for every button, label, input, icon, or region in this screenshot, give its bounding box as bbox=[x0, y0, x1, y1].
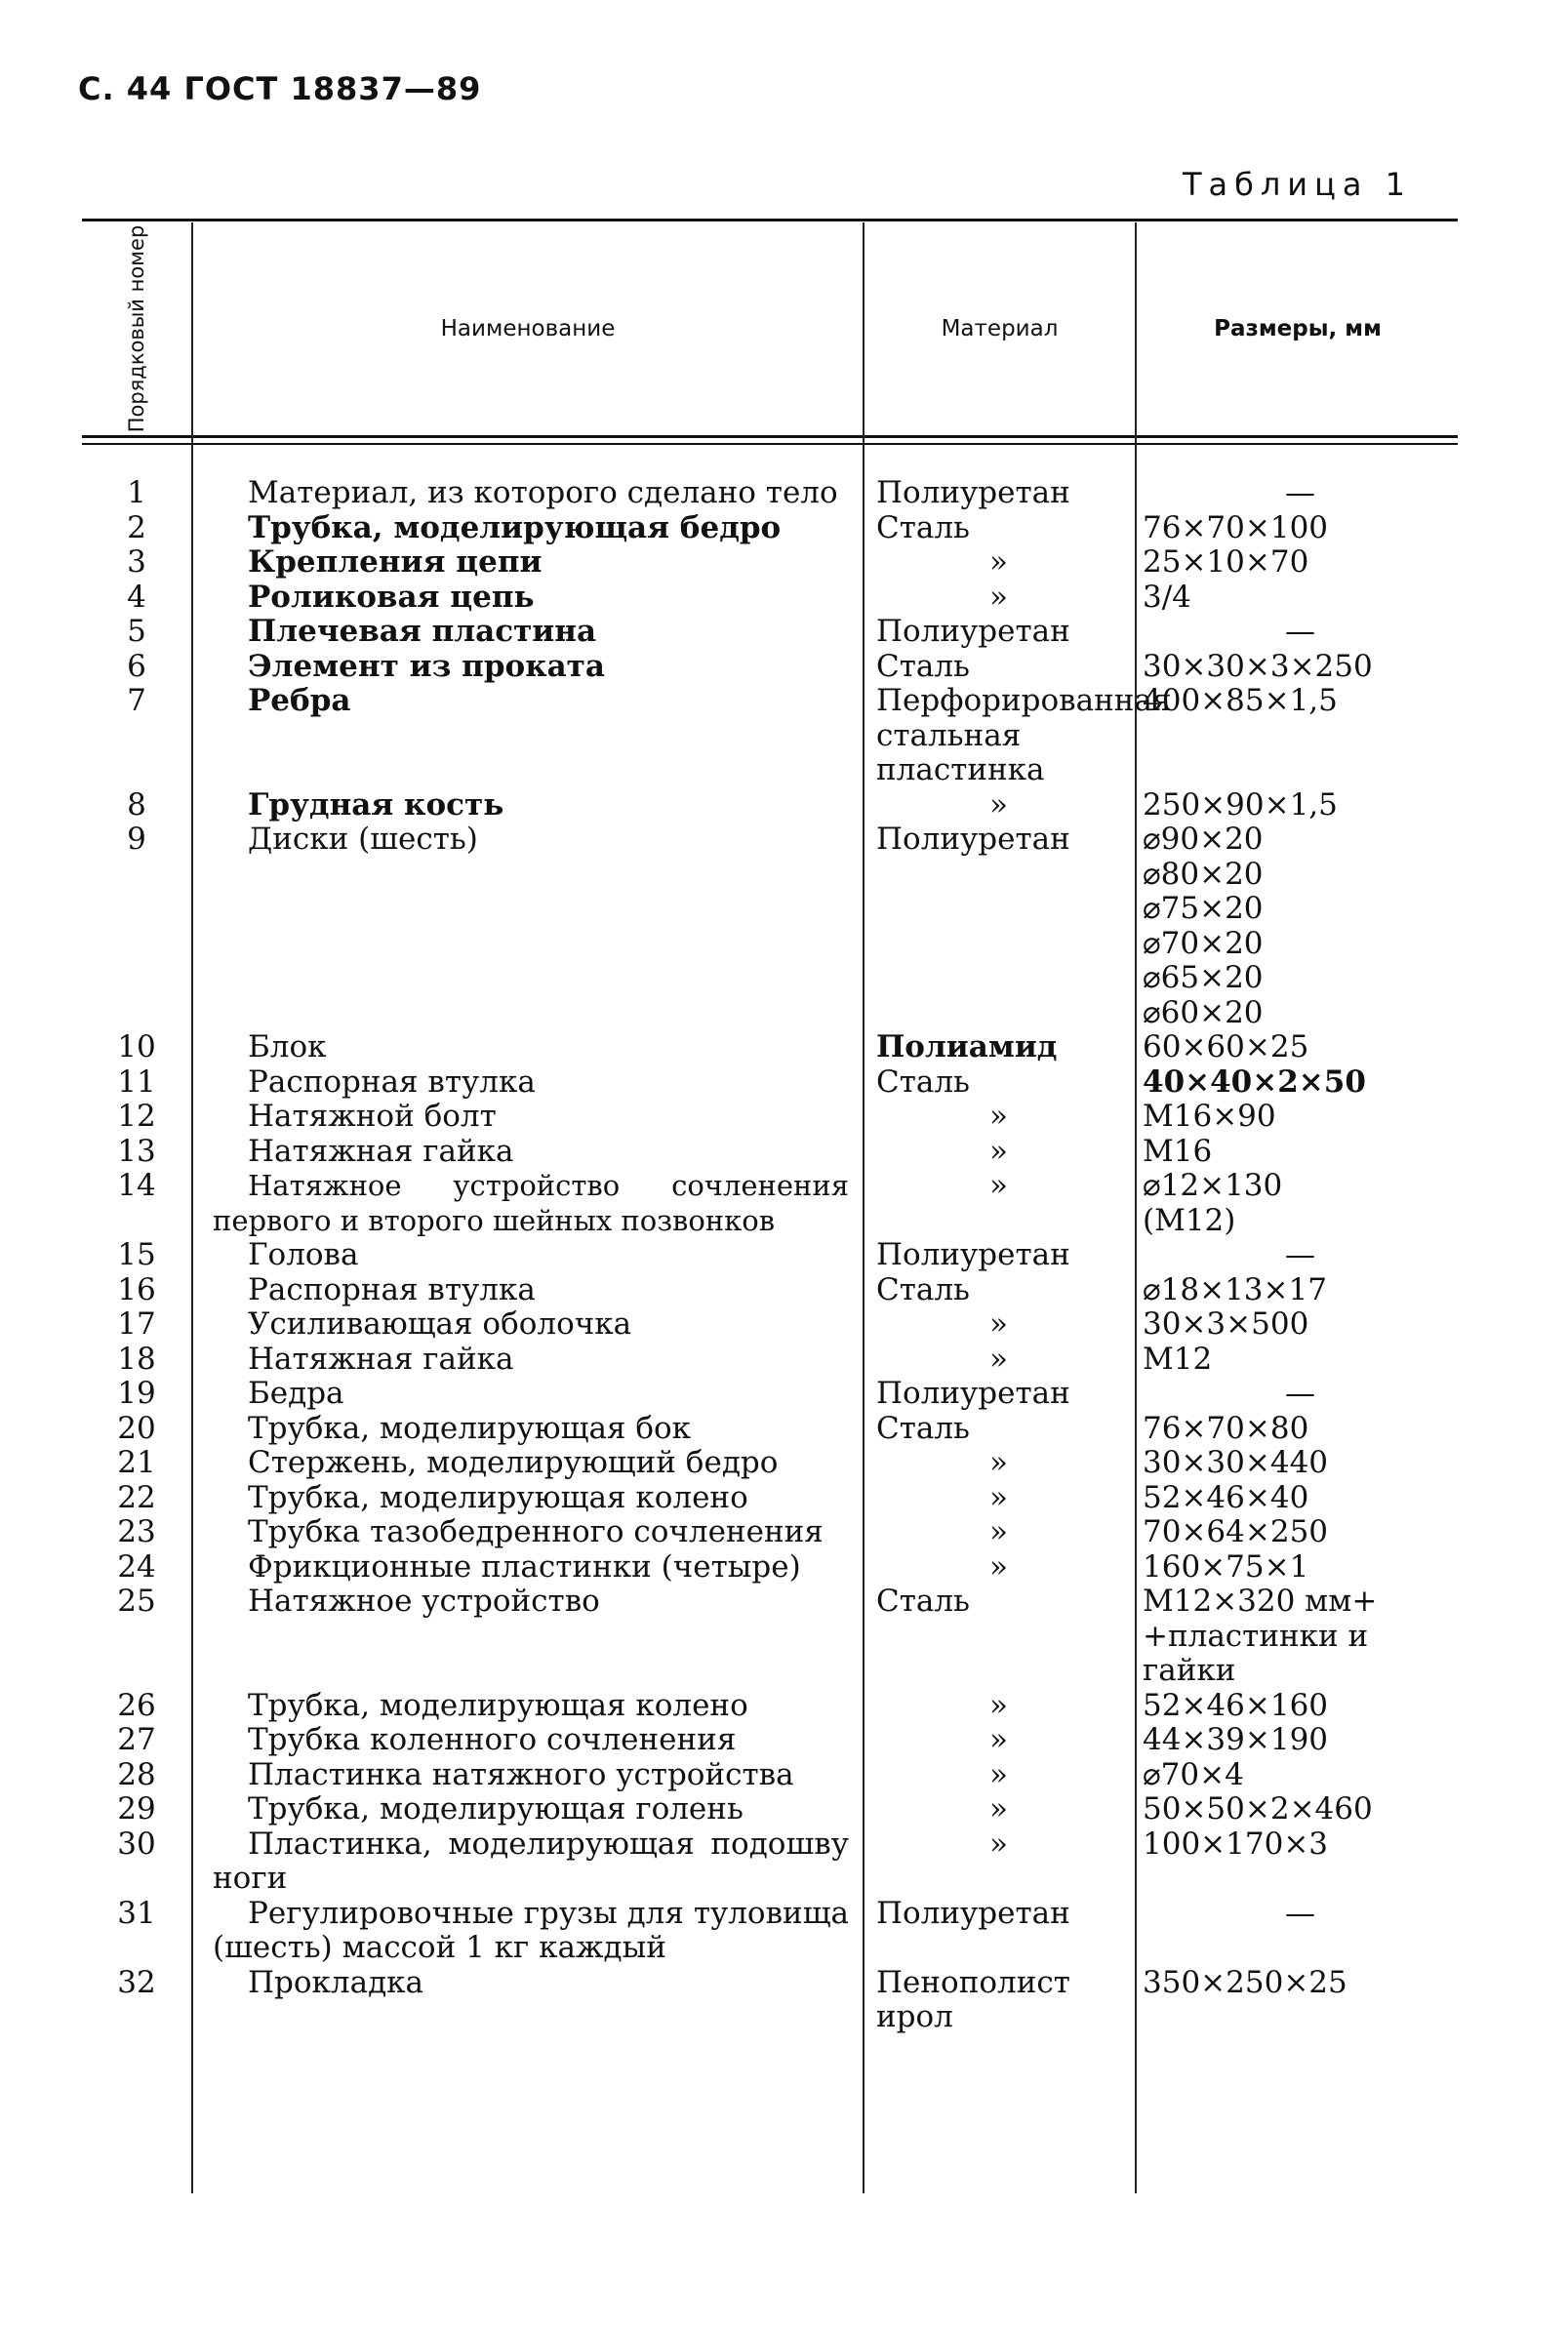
row-name: Трубка, моделирующая колено bbox=[248, 1479, 748, 1515]
row-size: М16×90 bbox=[1143, 1099, 1276, 1134]
row-name: Прокладка bbox=[248, 1964, 424, 2000]
row-name: Фрикционные пластинки (четыре) bbox=[248, 1548, 801, 1585]
row-material: » bbox=[989, 1722, 1008, 1757]
row-material: » bbox=[989, 544, 1008, 580]
row-number: 13 bbox=[117, 1133, 156, 1169]
row-number: 1 bbox=[127, 475, 146, 510]
table-row bbox=[82, 1585, 1458, 1689]
row-number: 24 bbox=[117, 1548, 156, 1585]
table-body bbox=[82, 476, 1458, 2035]
table-row bbox=[82, 1238, 1458, 1273]
page-header: С. 44 ГОСТ 18837—89 bbox=[78, 70, 482, 107]
row-size: — bbox=[1285, 475, 1315, 510]
row-name: Усиливающая оболочка bbox=[248, 1306, 632, 1342]
row-material: Сталь bbox=[876, 1064, 970, 1100]
row-material: Полиуретан bbox=[876, 614, 1070, 649]
row-size: 30×30×440 bbox=[1143, 1445, 1329, 1480]
table-row bbox=[82, 1030, 1458, 1065]
row-material: » bbox=[989, 1826, 1008, 1862]
row-number: 27 bbox=[117, 1722, 156, 1757]
row-material: » bbox=[989, 579, 1008, 615]
row-material: Сталь bbox=[876, 1410, 970, 1446]
row-number: 32 bbox=[117, 1964, 156, 2000]
row-number: 19 bbox=[117, 1376, 156, 1411]
row-material: » bbox=[989, 1445, 1008, 1480]
row-size: 350×250×25 bbox=[1143, 1964, 1347, 2000]
header-rule bbox=[82, 435, 1458, 438]
row-number: 3 bbox=[127, 544, 146, 580]
row-name: Грудная кость bbox=[248, 786, 504, 823]
table-row bbox=[82, 615, 1458, 650]
row-name: Пластинка, моделирующая подошву ноги bbox=[213, 1826, 849, 1896]
table-row bbox=[82, 1515, 1458, 1550]
row-material: Полиуретан bbox=[876, 1237, 1070, 1272]
row-number: 12 bbox=[117, 1099, 156, 1134]
row-name: Натяжное устройство сочленения первого и второго шейных позвонков bbox=[213, 1169, 849, 1237]
row-number: 14 bbox=[117, 1168, 156, 1203]
table-row bbox=[82, 511, 1458, 546]
table-row bbox=[82, 545, 1458, 581]
table-row bbox=[82, 1550, 1458, 1585]
row-size: ⌀18×13×17 bbox=[1143, 1271, 1327, 1307]
row-name: Пластинка натяжного устройства bbox=[248, 1756, 794, 1792]
table-row bbox=[82, 1343, 1458, 1378]
row-size: 40×40×2×50 bbox=[1143, 1064, 1366, 1100]
table-top-rule bbox=[82, 219, 1458, 221]
row-number: 16 bbox=[117, 1271, 156, 1307]
row-size: 52×46×40 bbox=[1143, 1479, 1309, 1515]
row-number: 9 bbox=[127, 822, 146, 857]
row-size: 60×60×25 bbox=[1143, 1029, 1309, 1064]
row-size: ⌀70×4 bbox=[1143, 1756, 1244, 1792]
table-row bbox=[82, 1723, 1458, 1758]
table-row bbox=[82, 1065, 1458, 1101]
row-material: Сталь bbox=[876, 1271, 970, 1307]
row-name: Роликовая цепь bbox=[248, 579, 535, 615]
row-number: 15 bbox=[117, 1237, 156, 1272]
row-size: 44×39×190 bbox=[1143, 1722, 1329, 1757]
row-number: 31 bbox=[117, 1895, 156, 1931]
row-name: Распорная втулка bbox=[248, 1271, 536, 1307]
row-number: 11 bbox=[117, 1064, 156, 1100]
column-header-material: Материал bbox=[941, 316, 1059, 341]
table-row bbox=[82, 788, 1458, 823]
column-header-name: Наименование bbox=[440, 316, 616, 341]
row-name: Элемент из проката bbox=[248, 648, 605, 684]
row-material: » bbox=[989, 1168, 1008, 1203]
row-material: Полиуретан bbox=[876, 475, 1070, 510]
row-size: — bbox=[1285, 614, 1315, 649]
table-row bbox=[82, 476, 1458, 511]
column-header-number-text: Порядковый номер bbox=[125, 224, 148, 433]
table-row bbox=[82, 1135, 1458, 1170]
row-number: 18 bbox=[117, 1341, 156, 1377]
table-row bbox=[82, 1758, 1458, 1793]
row-name: Натяжная гайка bbox=[248, 1341, 514, 1377]
table-row bbox=[82, 1792, 1458, 1827]
row-name: Регулировочные грузы для туловища (шесть) массой 1 кг каждый bbox=[213, 1895, 849, 1965]
row-name: Трубка, моделирующая колено bbox=[248, 1687, 748, 1723]
row-material: » bbox=[989, 1756, 1008, 1792]
row-name: Натяжное устройство bbox=[248, 1584, 600, 1619]
row-name: Ребра bbox=[248, 683, 351, 718]
row-number: 29 bbox=[117, 1791, 156, 1826]
row-size: ⌀12×130 (М12) bbox=[1143, 1168, 1283, 1238]
row-size: 30×3×500 bbox=[1143, 1306, 1309, 1342]
row-number: 30 bbox=[117, 1826, 156, 1862]
row-material: » bbox=[989, 1791, 1008, 1826]
row-material: » bbox=[989, 1687, 1008, 1723]
row-name: Трубка коленного сочленения bbox=[248, 1722, 737, 1757]
row-name: Трубка тазобедренного сочленения bbox=[248, 1514, 824, 1549]
row-size: 50×50×2×460 bbox=[1143, 1791, 1373, 1826]
row-material: Перфорированная стальная пластинка bbox=[876, 683, 1172, 787]
row-number: 5 bbox=[127, 614, 146, 649]
table-row bbox=[82, 1273, 1458, 1308]
row-material: » bbox=[989, 1548, 1008, 1585]
row-number: 7 bbox=[127, 683, 146, 718]
row-material: Полиуретан bbox=[876, 1376, 1070, 1411]
row-name: Трубка, моделирующая бок bbox=[248, 1410, 692, 1446]
row-name: Голова bbox=[248, 1237, 359, 1272]
row-number: 6 bbox=[127, 648, 146, 684]
row-number: 17 bbox=[117, 1306, 156, 1342]
row-number: 8 bbox=[127, 786, 146, 823]
row-number: 20 bbox=[117, 1410, 156, 1446]
row-material: Полиуретан bbox=[876, 1895, 1070, 1931]
row-size: — bbox=[1285, 1237, 1315, 1272]
table-row bbox=[82, 1966, 1458, 2035]
row-number: 2 bbox=[127, 509, 146, 545]
row-name: Натяжной болт bbox=[248, 1099, 497, 1134]
row-name: Блок bbox=[248, 1029, 327, 1064]
row-material: Сталь bbox=[876, 1584, 970, 1619]
row-material: » bbox=[989, 1341, 1008, 1377]
row-size: 25×10×70 bbox=[1143, 544, 1309, 580]
row-number: 21 bbox=[117, 1445, 156, 1480]
row-material: Пенополистирол bbox=[876, 1964, 1070, 2034]
header-rule-double bbox=[82, 443, 1458, 445]
table-row bbox=[82, 1412, 1458, 1447]
table-row bbox=[82, 1827, 1458, 1897]
row-size: 52×46×160 bbox=[1143, 1687, 1329, 1723]
row-name: Трубка, моделирующая голень bbox=[248, 1791, 744, 1826]
row-name: Плечевая пластина bbox=[248, 614, 597, 649]
row-size: — bbox=[1285, 1895, 1315, 1931]
row-material: Полиуретан bbox=[876, 822, 1070, 857]
table-row bbox=[82, 1689, 1458, 1724]
row-name: Крепления цепи bbox=[248, 544, 543, 580]
row-size: 250×90×1,5 bbox=[1143, 786, 1338, 823]
row-number: 10 bbox=[117, 1029, 156, 1064]
table-row bbox=[82, 1446, 1458, 1481]
row-material: » bbox=[989, 786, 1008, 823]
row-size: М12 bbox=[1143, 1341, 1213, 1377]
row-name: Натяжная гайка bbox=[248, 1133, 514, 1169]
row-material: » bbox=[989, 1514, 1008, 1549]
column-header-number bbox=[82, 222, 191, 435]
table-row bbox=[82, 684, 1458, 788]
row-size: М12×320 мм+ +пластинки и гайки bbox=[1143, 1584, 1378, 1688]
row-material: » bbox=[989, 1479, 1008, 1515]
row-size: 3/4 bbox=[1143, 579, 1191, 615]
row-number: 28 bbox=[117, 1756, 156, 1792]
column-header-size: Размеры, мм bbox=[1214, 316, 1382, 341]
row-material: » bbox=[989, 1099, 1008, 1134]
row-size: 100×170×3 bbox=[1143, 1826, 1329, 1862]
table-row bbox=[82, 581, 1458, 616]
row-name: Материал, из которого сделано тело bbox=[248, 475, 838, 510]
table-row bbox=[82, 1897, 1458, 1966]
row-name: Стержень, моделирующий бедро bbox=[248, 1445, 779, 1480]
row-size: 76×70×80 bbox=[1143, 1410, 1309, 1446]
row-name: Трубка, моделирующая бедро bbox=[248, 509, 782, 545]
row-number: 25 bbox=[117, 1584, 156, 1619]
row-number: 26 bbox=[117, 1687, 156, 1723]
table-title: Таблица 1 bbox=[1182, 166, 1412, 203]
row-size: 30×30×3×250 bbox=[1143, 648, 1373, 684]
table-row bbox=[82, 1100, 1458, 1135]
row-number: 22 bbox=[117, 1479, 156, 1515]
row-size: М16 bbox=[1143, 1133, 1213, 1169]
table-row bbox=[82, 823, 1458, 1030]
row-name: Диски (шесть) bbox=[248, 822, 478, 857]
row-size: 400×85×1,5 bbox=[1143, 683, 1338, 718]
row-size: ⌀90×20 ⌀80×20 ⌀75×20 ⌀70×20 ⌀65×20 ⌀60×20 bbox=[1143, 822, 1264, 1030]
row-name: Распорная втулка bbox=[248, 1064, 536, 1100]
row-size: 70×64×250 bbox=[1143, 1514, 1329, 1549]
table-row bbox=[82, 1377, 1458, 1412]
row-size: 160×75×1 bbox=[1143, 1548, 1309, 1585]
row-material: Полиамид bbox=[876, 1029, 1058, 1064]
row-size: 76×70×100 bbox=[1143, 509, 1329, 545]
row-number: 23 bbox=[117, 1514, 156, 1549]
row-material: Сталь bbox=[876, 509, 970, 545]
row-number: 4 bbox=[127, 579, 146, 615]
row-material: » bbox=[989, 1306, 1008, 1342]
row-size: — bbox=[1285, 1376, 1315, 1411]
table-row bbox=[82, 1169, 1458, 1238]
table-row bbox=[82, 1307, 1458, 1343]
row-name: Бедра bbox=[248, 1376, 344, 1411]
row-material: » bbox=[989, 1133, 1008, 1169]
table-row bbox=[82, 650, 1458, 685]
row-material: Сталь bbox=[876, 648, 970, 684]
table-row bbox=[82, 1481, 1458, 1516]
